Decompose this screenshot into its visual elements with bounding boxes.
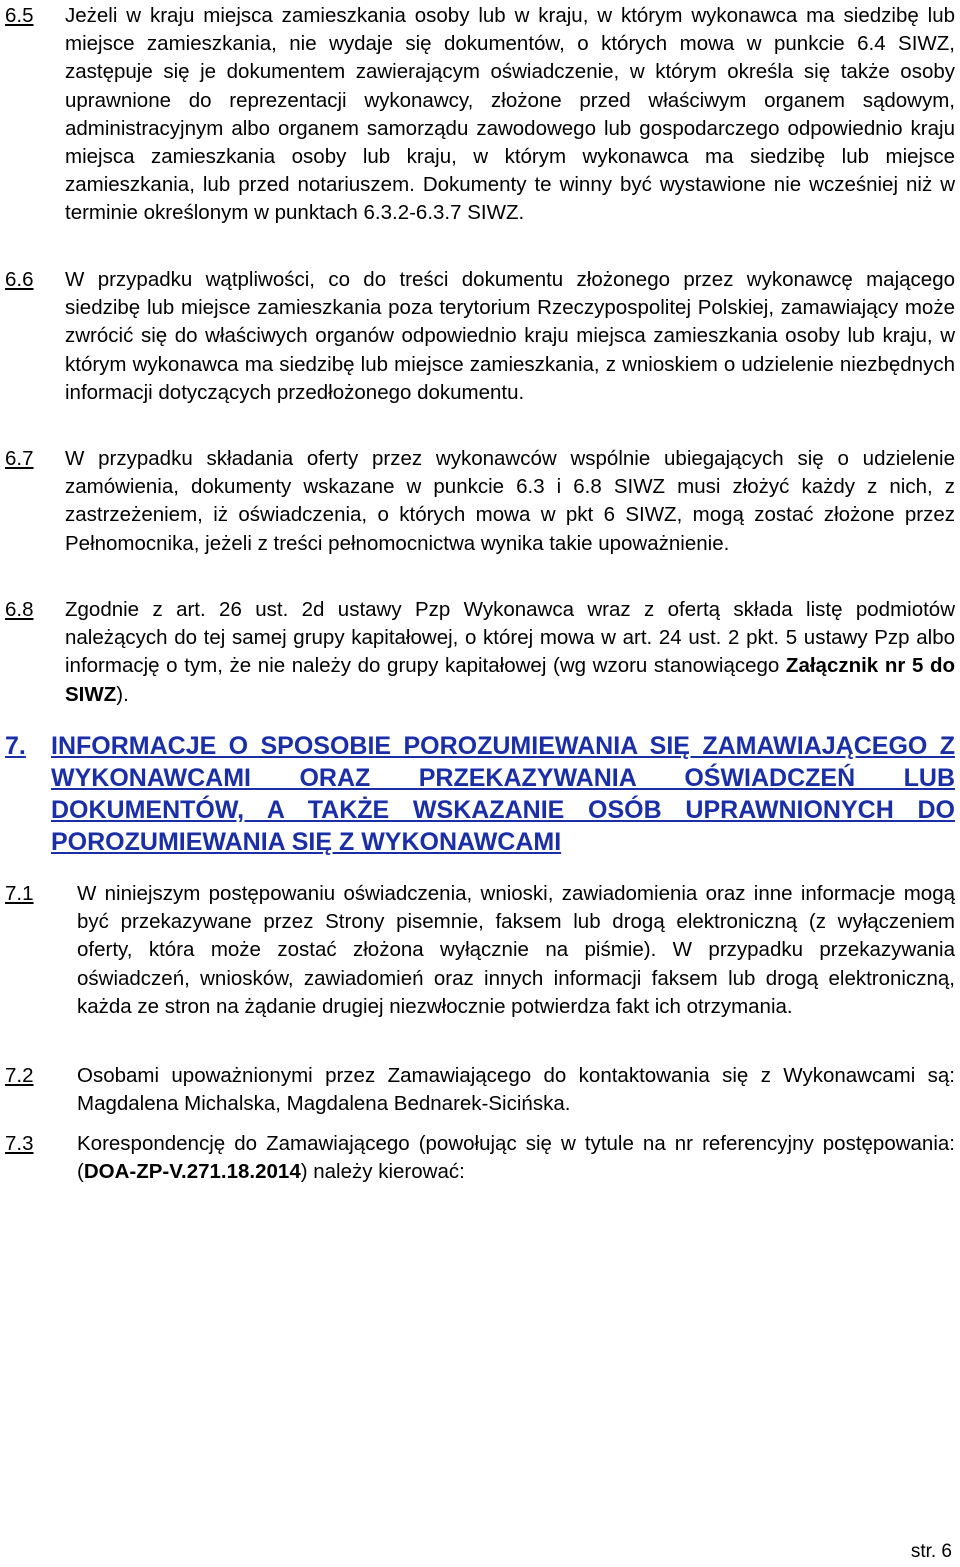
- paragraph-number: 6.7: [5, 447, 34, 470]
- section-heading: INFORMACJE O SPOSOBIE POROZUMIEWANIA SIĘ ZAMAWIAJĄCEGO Z WYKONAWCAMI ORAZ PRZEKAZYWANIA OŚWIADCZEŃ LUB DOKUMENTÓW, A TAKŻE WSKAZANIE OSÓB UPRAWNIONYCH DO POROZUMIEWANIA SIĘ Z WYKONAWCAMI: [51, 732, 955, 856]
- page-number: str. 6: [910, 1541, 952, 1562]
- reference-number: DOA-ZP-V.271.18.2014: [83, 1160, 301, 1184]
- paragraph-6-8: [5, 596, 955, 709]
- paragraph-6-5: [5, 2, 955, 228]
- text-part: ).: [116, 682, 129, 706]
- paragraph-number: 6.6: [5, 268, 34, 291]
- section-number: 7.: [5, 732, 26, 760]
- paragraph-text: Jeżeli w kraju miejsca zamieszkania osoby lub w kraju, w którym wykonawca ma siedzibę lub miejsce zamieszkania, nie wydaje się dokumentów, o których mowa w punkcie 6.4 SIWZ, zastępuje się je dokumentem zawierającym oświadczenie, w którym określa się także osoby uprawnione do reprezentacji wykonawcy, złożone przed właściwym organem sądowym, administracyjnym albo organem samorządu zawodowego lub gospodarczego odpowiednio kraju miejsca zamieszkania osoby lub kraju, w którym wykonawca ma siedzibę lub miejsce zamieszkania, lub przed notariuszem. Dokumenty te winny być wystawione nie wcześniej niż w terminie określonym w punktach 6.3.2-6.3.7 SIWZ.: [65, 4, 955, 225]
- paragraph-text: W przypadku składania oferty przez wykonawców wspólnie ubiegających się o udzielenie zamówienia, dokumenty wskazane w punkcie 6.3 i 6.8 SIWZ musi złożyć każdy z nich, z zastrzeżeniem, iż oświadczenia, o których mowa w pkt 6 SIWZ, mogą zostać złożone przez Pełnomocnika, jeżeli z treści pełnomocnictwa wynika takie upoważnienie.: [65, 447, 955, 555]
- text-part: Zgodnie z art. 26 ust. 2d ustawy Pzp Wykonawca wraz z ofertą składa listę podmiotów należących do tej samej grupy kapitałowej, o której mowa w art. 24 ust. 2 pkt. 5 ustawy Pzp albo informację o tym, że nie należy do grupy kapitałowej (wg wzoru stanowiącego: [65, 598, 955, 678]
- paragraph-7-1: [5, 880, 955, 1021]
- text-part: ) należy kierować:: [300, 1160, 465, 1184]
- annex-reference: Załącznik nr 5 do SIWZ: [65, 654, 956, 706]
- paragraph-text: [77, 1130, 955, 1186]
- paragraph-number: 7.1: [5, 882, 34, 905]
- paragraph-text: W niniejszym postępowaniu oświadczenia, wnioski, zawiadomienia oraz inne informacje mogą być przekazywane przez Strony pisemnie, faksem lub drogą elektroniczną (z wyłączeniem oferty, która może zostać złożona wyłącznie na piśmie). W przypadku przekazywania oświadczeń, wniosków, zawiadomień oraz innych informacji faksem lub drogą elektroniczną, każda ze stron na żądanie drugiej niezwłocznie potwierdza fakt ich otrzymania.: [77, 882, 955, 1018]
- paragraph-number: 6.5: [5, 4, 34, 27]
- text-part: Korespondencję do Zamawiającego (powołując się w tytule na nr referencyjny postępowania: (: [77, 1132, 955, 1184]
- paragraph-number: 7.2: [5, 1064, 34, 1087]
- section-7-heading-block: [5, 730, 955, 858]
- paragraph-7-3: [5, 1130, 955, 1186]
- paragraph-number: 6.8: [5, 598, 34, 621]
- paragraph-text: W przypadku wątpliwości, co do treści dokumentu złożonego przez wykonawcę mającego siedzibę lub miejsce zamieszkania poza terytorium Rzeczypospolitej Polskiej, zamawiający może zwrócić się do właściwych organów odpowiednio kraju miejsca zamieszkania osoby lub kraju, w którym wykonawca ma siedzibę lub miejsce zamieszkania, z wnioskiem o udzielenie niezbędnych informacji dotyczących przedłożonego dokumentu.: [65, 268, 955, 404]
- paragraph-7-2: [5, 1062, 955, 1118]
- paragraph-text: Osobami upoważnionymi przez Zamawiającego do kontaktowania się z Wykonawcami są: Magdalena Michalska, Magdalena Bednarek-Sicińska.: [77, 1064, 955, 1116]
- paragraph-number: 7.3: [5, 1132, 34, 1155]
- paragraph-6-7: [5, 445, 955, 558]
- paragraph-6-6: [5, 266, 955, 407]
- paragraph-text: [65, 596, 955, 709]
